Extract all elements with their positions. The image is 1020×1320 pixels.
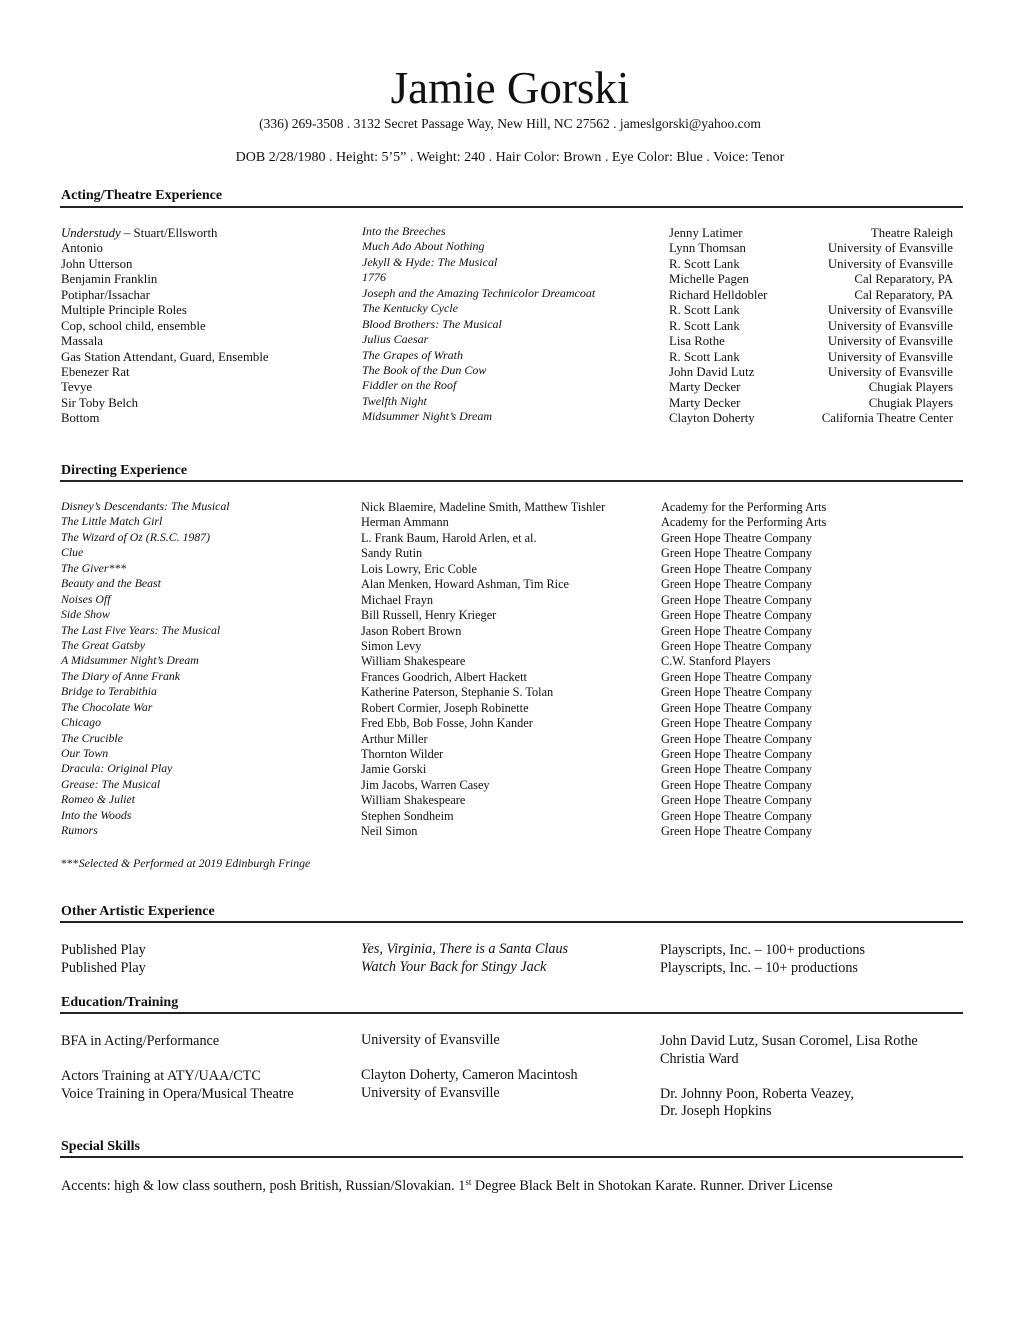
acting-company: University of Evansville	[827, 303, 953, 318]
acting-section-title: Acting/Theatre Experience	[61, 188, 223, 203]
acting-company: University of Evansville	[827, 241, 953, 256]
directing-company: Green Hope Theatre Company	[661, 700, 813, 715]
table-row	[61, 380, 953, 395]
directing-company: Green Hope Theatre Company	[661, 747, 813, 761]
directing-authors: Simon Levy	[361, 638, 422, 653]
directing-authors: Stephen Sondheim	[361, 808, 454, 823]
directing-company: Green Hope Theatre Company	[661, 669, 813, 684]
education-program: Voice Training in Opera/Musical Theatre	[61, 1085, 294, 1102]
table-row	[61, 393, 953, 411]
directing-company: Green Hope Theatre Company	[661, 530, 813, 545]
directing-authors: Jamie Gorski	[361, 762, 427, 777]
table-row	[61, 716, 953, 731]
directing-authors: Robert Cormier, Joseph Robinette	[361, 700, 529, 715]
table-row	[61, 546, 953, 561]
directing-company: Green Hope Theatre Company	[661, 592, 813, 607]
directing-authors: Herman Ammann	[361, 515, 449, 530]
directing-show: Into the Woods	[61, 807, 132, 822]
acting-role: Ebenezer Rat	[61, 364, 130, 379]
directing-authors: William Shakespeare	[361, 793, 466, 808]
education-teachers: Christia Ward	[660, 1050, 739, 1067]
acting-section-rule	[60, 206, 963, 208]
directing-authors: Jason Robert Brown	[361, 623, 462, 638]
directing-show: Dracula: Original Play	[61, 761, 173, 776]
acting-show: Joseph and the Amazing Technicolor Dreamcoat	[362, 285, 596, 300]
acting-director: Jenny Latimer	[669, 226, 743, 240]
directing-show: Our Town	[61, 746, 109, 760]
table-row	[61, 562, 953, 577]
table-row	[61, 747, 953, 762]
acting-role: Potiphar/Issachar	[61, 287, 150, 302]
acting-table	[61, 226, 953, 427]
directing-company: Green Hope Theatre Company	[661, 561, 813, 576]
directing-company: C.W. Stanford Players	[661, 654, 771, 669]
other-detail: Playscripts, Inc. – 100+ productions	[660, 942, 866, 958]
table-row	[61, 303, 953, 318]
table-row	[61, 577, 953, 592]
acting-role: Bottom	[61, 411, 100, 426]
table-row	[61, 285, 953, 303]
table-row	[61, 960, 953, 978]
table-row	[61, 701, 953, 716]
table-row	[61, 531, 953, 546]
directing-company: Green Hope Theatre Company	[661, 777, 813, 792]
acting-company: Chugiak Players	[868, 380, 953, 395]
table-row	[61, 1033, 953, 1051]
directing-authors: Katherine Paterson, Stephanie S. Tolan	[361, 685, 554, 700]
acting-company: Cal Reparatory, PA	[854, 272, 953, 287]
education-teachers: Dr. Johnny Poon, Roberta Veazey,	[660, 1085, 854, 1102]
acting-role: Multiple Principle Roles	[61, 303, 187, 318]
other-work: Yes, Virginia, There is a Santa Claus	[361, 941, 569, 957]
directing-show: The Diary of Anne Frank	[61, 668, 181, 683]
directing-authors: Thornton Wilder	[361, 747, 444, 761]
directing-table	[61, 500, 953, 840]
personal-stats: DOB 2/28/1980 . Height: 5’5” . Weight: 240 . Hair Color: Brown . Eye Color: Blue . Voice: Tenor	[235, 150, 785, 165]
other-detail: Playscripts, Inc. – 10+ productions	[660, 959, 858, 976]
directing-show: The Wizard of Oz (R.S.C. 1987)	[61, 529, 210, 544]
table-row	[61, 1051, 953, 1069]
acting-show: Twelfth Night	[362, 393, 427, 408]
table-row	[61, 1086, 953, 1104]
directing-show: The Great Gatsby	[61, 637, 146, 652]
education-program: BFA in Acting/Performance	[61, 1033, 220, 1049]
table-row	[61, 316, 953, 334]
acting-role: Understudy – Stuart/Ellsworth	[61, 226, 218, 240]
acting-show: The Kentucky Cycle	[362, 301, 458, 316]
education-table	[61, 1033, 953, 1121]
directing-company: Green Hope Theatre Company	[661, 824, 813, 839]
directing-company: Green Hope Theatre Company	[661, 793, 813, 808]
table-row	[61, 942, 953, 960]
directing-authors: Alan Menken, Howard Ashman, Tim Rice	[361, 577, 570, 592]
directing-authors: Michael Frayn	[361, 592, 434, 607]
directing-section-title: Directing Experience	[61, 463, 188, 478]
acting-show: Blood Brothers: The Musical	[362, 316, 502, 331]
acting-company: University of Evansville	[827, 256, 953, 271]
other-section-title: Other Artistic Experience	[61, 904, 215, 919]
directing-show: The Giver***	[61, 560, 127, 575]
directing-show: Bridge to Terabithia	[61, 684, 157, 699]
education-section-title: Education/Training	[61, 995, 179, 1010]
directing-section-rule	[60, 480, 963, 482]
directing-show: The Crucible	[61, 730, 123, 745]
education-school: University of Evansville	[361, 1032, 500, 1048]
education-school: Clayton Doherty, Cameron Macintosh	[361, 1067, 578, 1083]
directing-company: Green Hope Theatre Company	[661, 685, 813, 700]
acting-director: Marty Decker	[669, 380, 741, 395]
directing-authors: Lois Lowry, Eric Coble	[361, 561, 477, 576]
acting-director: Richard Helldobler	[669, 287, 768, 302]
education-section-rule	[60, 1012, 963, 1014]
table-row	[61, 593, 953, 608]
acting-show: 1776	[362, 270, 386, 285]
other-type: Published Play	[61, 942, 146, 958]
table-row	[61, 241, 953, 256]
directing-authors: Sandy Rutin	[361, 546, 423, 561]
directing-show: Romeo & Juliet	[61, 792, 136, 807]
acting-company: University of Evansville	[827, 349, 953, 364]
directing-show: Noises Off	[61, 591, 111, 606]
directing-company: Green Hope Theatre Company	[661, 546, 813, 561]
table-row	[61, 654, 953, 669]
table-row	[61, 624, 953, 639]
table-row	[61, 347, 953, 365]
directing-show: Side Show	[61, 607, 110, 622]
resume-name: Jamie Gorski	[390, 63, 630, 113]
directing-show: Chicago	[61, 715, 101, 730]
table-row	[61, 793, 953, 808]
directing-show: Rumors	[61, 823, 98, 838]
acting-role: Gas Station Attendant, Guard, Ensemble	[61, 349, 269, 364]
directing-authors: Nick Blaemire, Madeline Smith, Matthew Tishler	[361, 500, 606, 514]
table-row	[61, 809, 953, 824]
acting-company: University of Evansville	[827, 364, 953, 379]
edinburgh-footnote: ***Selected & Performed at 2019 Edinburgh Fringe	[61, 856, 311, 870]
directing-authors: Fred Ebb, Bob Fosse, John Kander	[361, 716, 533, 731]
directing-show: The Little Match Girl	[61, 514, 163, 529]
directing-show: Beauty and the Beast	[61, 576, 161, 591]
acting-role: Cop, school child, ensemble	[61, 318, 206, 333]
directing-authors: Neil Simon	[361, 824, 418, 839]
directing-show: Clue	[61, 545, 84, 560]
table-row	[61, 685, 953, 700]
acting-role: Sir Toby Belch	[61, 395, 139, 410]
table-row	[61, 1068, 953, 1086]
acting-role: Antonio	[61, 241, 103, 256]
directing-authors: Arthur Miller	[361, 731, 428, 746]
acting-role: Tevye	[61, 380, 93, 395]
acting-role: Benjamin Franklin	[61, 272, 158, 287]
acting-company: Cal Reparatory, PA	[854, 287, 953, 302]
directing-company: Academy for the Performing Arts	[661, 500, 827, 514]
acting-show: Midsummer Night’s Dream	[362, 409, 493, 424]
other-work: Watch Your Back for Stingy Jack	[361, 958, 547, 975]
table-row	[61, 824, 953, 839]
acting-show: The Grapes of Wrath	[362, 347, 464, 362]
skills-section-title: Special Skills	[61, 1139, 140, 1154]
acting-director: John David Lutz	[669, 364, 755, 379]
other-table	[61, 942, 953, 977]
skills-section-rule	[60, 1156, 963, 1158]
acting-company: Chugiak Players	[868, 395, 953, 410]
acting-director: Lisa Rothe	[669, 334, 725, 349]
directing-company: Green Hope Theatre Company	[661, 808, 813, 823]
acting-company: Theatre Raleigh	[870, 226, 953, 240]
table-row	[61, 762, 953, 777]
table-row	[61, 411, 953, 426]
directing-authors: Bill Russell, Henry Krieger	[361, 608, 497, 623]
table-row	[61, 732, 953, 747]
acting-role: Massala	[61, 334, 103, 349]
directing-authors: Frances Goodrich, Albert Hackett	[361, 669, 527, 684]
acting-director: Lynn Thomsan	[669, 241, 746, 256]
directing-company: Green Hope Theatre Company	[661, 638, 813, 653]
acting-director: Clayton Doherty	[669, 411, 755, 426]
ordinal-superscript: st	[465, 1177, 472, 1187]
special-skills-text: Accents: high & low class southern, posh British, Russian/Slovakian. 1st Degree Black Belt in Shotokan Karate. Runner. Driver License	[61, 1177, 833, 1194]
directing-authors: L. Frank Baum, Harold Arlen, et al.	[361, 530, 537, 545]
table-row	[61, 500, 953, 515]
table-row	[61, 226, 953, 241]
acting-director: R. Scott Lank	[669, 349, 740, 364]
acting-company: California Theatre Center	[821, 411, 953, 426]
other-section-rule	[60, 921, 963, 923]
directing-company: Green Hope Theatre Company	[661, 577, 813, 592]
table-row	[61, 778, 953, 793]
directing-show: Grease: The Musical	[61, 776, 161, 791]
directing-authors: Jim Jacobs, Warren Casey	[361, 777, 490, 792]
directing-show: Disney’s Descendants: The Musical	[61, 499, 230, 513]
directing-company: Green Hope Theatre Company	[661, 716, 813, 731]
table-row	[61, 254, 953, 272]
acting-show: Jekyll & Hyde: The Musical	[362, 254, 498, 269]
acting-show: The Book of the Dun Cow	[362, 362, 487, 377]
acting-director: R. Scott Lank	[669, 318, 740, 333]
directing-show: A Midsummer Night’s Dream	[61, 653, 199, 668]
acting-director: R. Scott Lank	[669, 303, 740, 318]
directing-company: Green Hope Theatre Company	[661, 608, 813, 623]
acting-show: Much Ado About Nothing	[362, 239, 485, 254]
directing-show: The Chocolate War	[61, 699, 153, 714]
directing-company: Green Hope Theatre Company	[661, 762, 813, 777]
acting-director: Marty Decker	[669, 395, 741, 410]
table-row	[61, 608, 953, 623]
education-school: University of Evansville	[361, 1084, 500, 1101]
acting-show: Julius Caesar	[362, 332, 429, 347]
education-teachers: Dr. Joseph Hopkins	[660, 1103, 772, 1119]
understudy-label: Understudy	[61, 226, 121, 240]
contact-info: (336) 269-3508 . 3132 Secret Passage Way, New Hill, NC 27562 . jameslgorski@yahoo.com	[259, 116, 761, 131]
acting-show: Into the Breeches	[362, 224, 446, 238]
directing-show: The Last Five Years: The Musical	[61, 622, 221, 637]
directing-company: Academy for the Performing Arts	[661, 515, 827, 530]
table-row	[61, 515, 953, 530]
acting-show: Fiddler on the Roof	[362, 378, 457, 393]
table-row	[61, 639, 953, 654]
directing-authors: William Shakespeare	[361, 654, 466, 669]
acting-company: University of Evansville	[827, 318, 953, 333]
directing-company: Green Hope Theatre Company	[661, 623, 813, 638]
acting-director: R. Scott Lank	[669, 256, 740, 271]
acting-company: University of Evansville	[827, 334, 953, 349]
education-program: Actors Training at ATY/UAA/CTC	[61, 1068, 261, 1084]
education-teachers: John David Lutz, Susan Coromel, Lisa Rothe	[660, 1033, 918, 1049]
directing-company: Green Hope Theatre Company	[661, 731, 813, 746]
table-row	[61, 334, 953, 349]
acting-role: John Utterson	[61, 256, 133, 271]
table-row	[61, 1103, 953, 1121]
table-row	[61, 362, 953, 380]
other-type: Published Play	[61, 959, 146, 976]
acting-director: Michelle Pagen	[669, 272, 749, 287]
table-row	[61, 670, 953, 685]
